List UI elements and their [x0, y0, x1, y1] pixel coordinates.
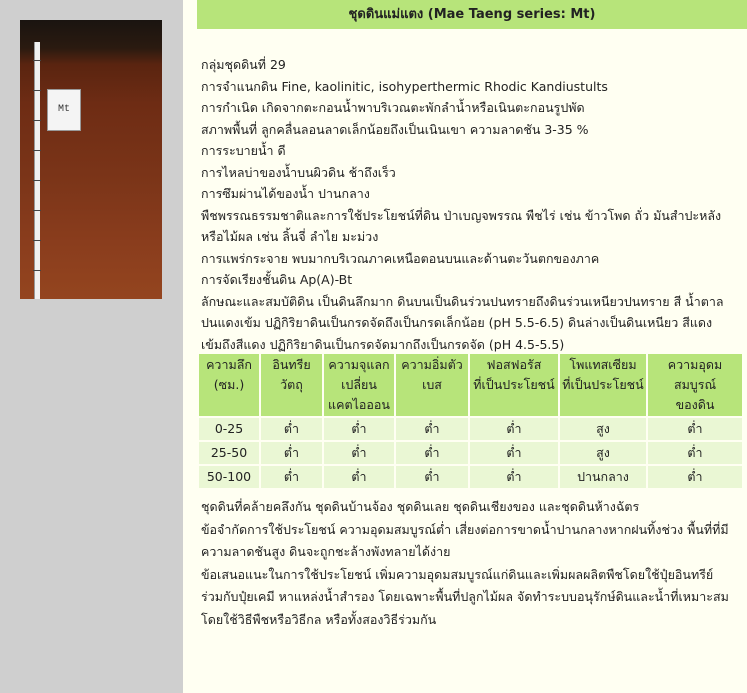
tape-tick	[33, 240, 41, 241]
table-header-row	[199, 354, 742, 416]
tape-tick	[33, 270, 41, 271]
header-cec: ความจุแลก เปลี่ยน แคตไอออน	[324, 354, 394, 416]
table-row	[199, 466, 742, 488]
table-cell: ต่ำ	[396, 418, 468, 440]
table-cell: ต่ำ	[324, 418, 394, 440]
tape-tick	[33, 180, 41, 181]
recommendations: ข้อเสนอแนะในการใช้ประโยชน์ เพิ่มความอุดมสมบูรณ์แก่ดินและเพิ่มผลผลิตพืชโดยใช้ปุ๋ยอินทรีย์	[201, 566, 714, 582]
table-cell: 50-100	[199, 466, 259, 488]
soil-properties-line3: เข้มถึงสีแดง ปฏิกิริยาดินเป็นกรดจัดมากถึงเป็นกรดจัด (pH 4.5-5.5)	[201, 336, 565, 352]
table-cell: 0-25	[199, 418, 259, 440]
drainage: การระบายน้ำ ดี	[201, 143, 286, 158]
table-cell: ต่ำ	[261, 418, 322, 440]
table-cell: ต่ำ	[648, 442, 742, 464]
measuring-tape	[34, 42, 40, 299]
soil-properties: ลักษณะและสมบัติดิน เป็นดินลึกมาก ดินบนเป็นดินร่วนปนทรายถึงดินร่วนเหนียวปนทราย สี น้ำตาล	[201, 293, 724, 309]
distribution: การแพร่กระจาย พบมากบริเวณภาคเหนือตอนบนและด้านตะวันตกของภาค	[201, 250, 600, 266]
landform: สภาพพื้นที่ ลูกคลื่นลอนลาดเล็กน้อยถึงเป็นเนินเขา ความลาดชัน 3-35 %	[201, 121, 589, 137]
tape-tick	[33, 60, 41, 61]
table-cell: สูง	[560, 442, 646, 464]
soil-profile-photo	[20, 20, 162, 299]
soil-tag: Mt	[47, 89, 81, 131]
table-cell: ต่ำ	[261, 466, 322, 488]
table-row	[199, 418, 742, 440]
table-cell: ต่ำ	[324, 466, 394, 488]
table-cell: ต่ำ	[470, 418, 558, 440]
soil-group: กลุ่มชุดดินที่ 29	[201, 57, 286, 72]
table-cell: ต่ำ	[396, 442, 468, 464]
limitations: ข้อจำกัดการใช้ประโยชน์ ความอุดมสมบูรณ์ต่ำ เสี่ยงต่อการขาดน้ำปานกลางหากฝนทิ้งช่วง พื้นที่ที่มี	[201, 521, 729, 537]
similar-series: ชุดดินที่คล้ายคลึงกัน ชุดดินบ้านจ้อง ชุดดินเลย ชุดดินเชียงของ และชุดดินห้างฉัตร	[201, 499, 640, 514]
header-organic-matter: อินทรีย วัตถุ	[261, 354, 322, 416]
left-panel	[0, 0, 183, 693]
soil-properties-line2: ปนแดงเข้ม ปฏิกิริยาดินเป็นกรดจัดถึงเป็นกรดเล็กน้อย (pH 5.5-6.5) ดินล่างเป็นดินเหนียว สีแดง	[201, 315, 713, 330]
limitations-continued: ความลาดชันสูง ดินจะถูกชะล้างพังทลายได้ง่าย	[201, 544, 451, 559]
recommendations-line3: โดยใช้วิธีพืชหรือวิธีกล หรือทั้งสองวิธีร่วมกัน	[201, 611, 437, 627]
tape-tick	[33, 120, 41, 121]
tape-tick	[33, 210, 41, 211]
land-use: พืชพรรณธรรมชาติและการใช้ประโยชน์ที่ดิน ป่าเบญจพรรณ พืชไร่ เช่น ข้าวโพด ถั่ว มันสำปะหลัง	[201, 207, 722, 223]
tape-tick	[33, 90, 41, 91]
header-base-saturation: ความอิ่มตัว เบส	[396, 354, 468, 416]
main-content	[197, 0, 747, 693]
table-cell: ต่ำ	[470, 466, 558, 488]
table-cell: ต่ำ	[261, 442, 322, 464]
table-cell: ปานกลาง	[560, 466, 646, 488]
land-use-continued: หรือไม้ผล เช่น ลิ้นจี่ ลำไย มะม่วง	[201, 229, 379, 244]
recommendations-line2: ร่วมกับปุ๋ยเคมี หาแหล่งน้ำสำรอง โดยเฉพาะพื้นที่ปลูกไม้ผล จัดทำระบบอนุรักษ์ดินและน้ำที่เหมาะสม	[201, 589, 729, 604]
table-cell: ต่ำ	[648, 466, 742, 488]
table-cell: ต่ำ	[648, 418, 742, 440]
header-fertility: ความอุดม สมบูรณ์ ของดิน	[648, 354, 742, 416]
classification: การจำแนกดิน Fine, kaolinitic, isohyperthermic Rhodic Kandiustults	[201, 78, 608, 94]
page-title: ชุดดินแม่แตง (Mae Taeng series: Mt)	[197, 0, 747, 29]
header-phosphorus: ฟอสฟอรัส ที่เป็นประโยชน์	[470, 354, 558, 416]
horizon-sequence: การจัดเรียงชั้นดิน Ap(A)-Bt	[201, 272, 353, 287]
origin: การกำเนิด เกิดจากตะกอนน้ำพาบริเวณตะพักลำน้ำหรือเนินตะกอนรูปพัด	[201, 100, 585, 115]
table-row	[199, 442, 742, 464]
fertility-table	[197, 352, 744, 490]
header-potassium: โพแทสเซียม ที่เป็นประโยชน์	[560, 354, 646, 416]
runoff: การไหลบ่าของน้ำบนผิวดิน ช้าถึงเร็ว	[201, 164, 396, 180]
table-cell: สูง	[560, 418, 646, 440]
table-cell: ต่ำ	[324, 442, 394, 464]
header-depth: ความลึก (ซม.)	[199, 354, 259, 416]
table-cell: ต่ำ	[396, 466, 468, 488]
tape-tick	[33, 150, 41, 151]
soil-description	[201, 54, 747, 355]
table-cell: ต่ำ	[470, 442, 558, 464]
table-cell: 25-50	[199, 442, 259, 464]
soil-notes	[201, 496, 747, 631]
permeability: การซึมผ่านได้ของน้ำ ปานกลาง	[201, 186, 370, 201]
